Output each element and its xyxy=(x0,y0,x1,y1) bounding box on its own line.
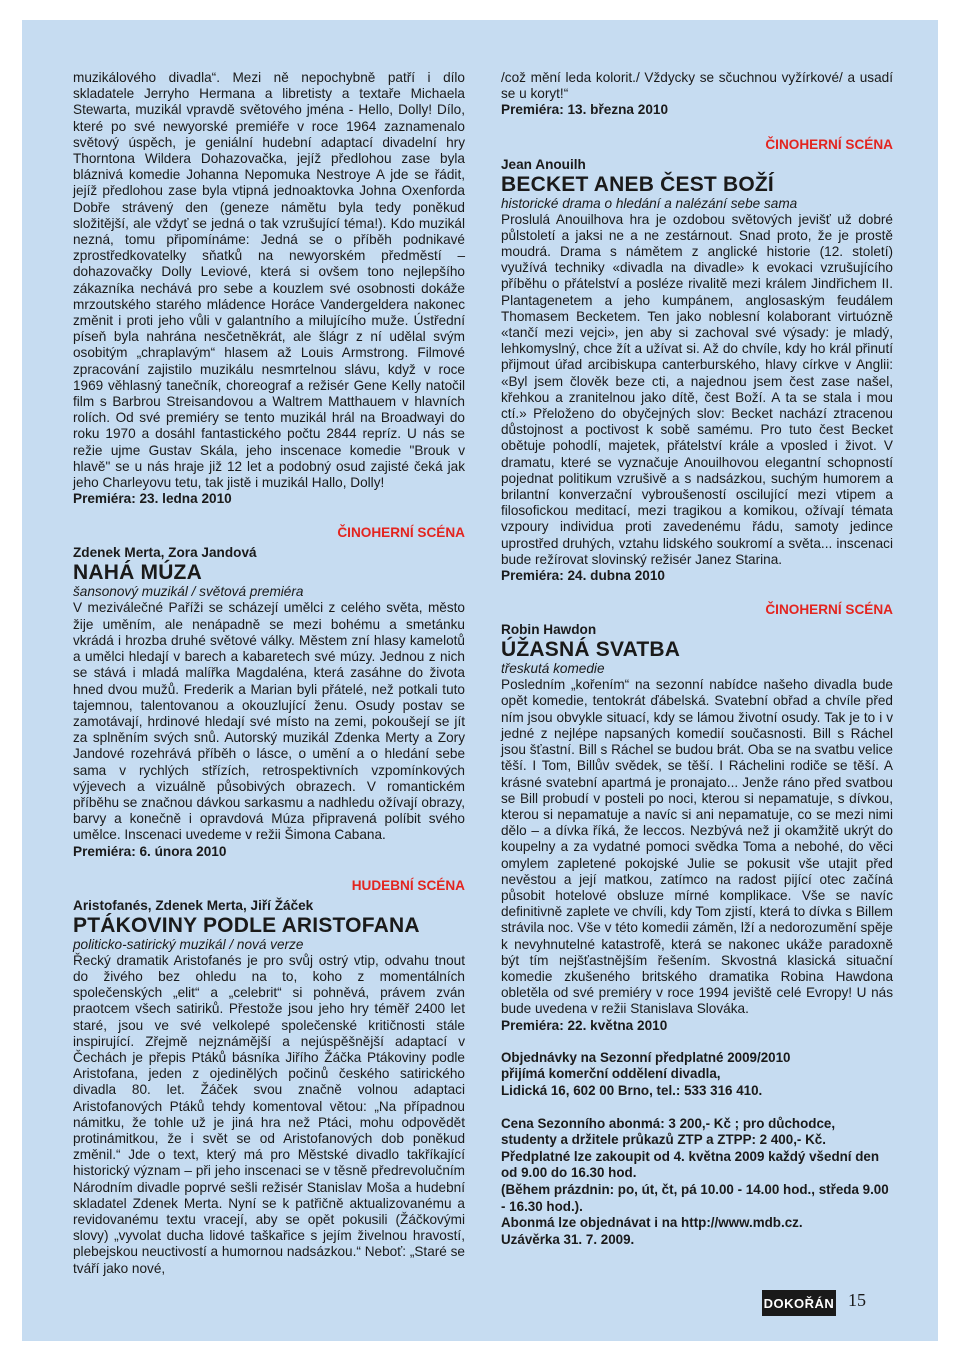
order-info-line: přijímá komerční oddělení divadla, xyxy=(501,1066,721,1082)
show-premiere: Premiéra: 22. května 2010 xyxy=(501,1017,668,1033)
show-description: Proslulá Anouilhova hra je ozdobou světových jevišť už dobré půlstoletí a jaksi ne a ne zestárnout. Snad proto, že je prostě moudrá. Drama s námětem z anglické historie (12. století) využívá techniky «divadla na divadle» k evokaci vzrušujícího příběhu o přátelství a posléze rivalitě mezi králem Jindřichem II. Plantagenetem a jeho kumpánem, anglosaským feudálem Thomasem Becketem. Ten jako noblesní kolaborant virtuózně «tančí mezi vejci», jen aby si zachoval své výsady: je mladý, lehkomyslný, chce žít a užívat si. Až do chvíle, kdy ho král přinutí přijmout úřad arcibiskupa canterburského, hlavy církve v Anglii: «Byl jsem člověk beze cti, a najednou jsem čest zase našel, křehkou a zranitelnou jako dítě, čest Boží. A ta se stala i mou ctí.» Přeloženo do obyčejných slov: Becket nachází ztracenou důstojnost a poctivost k sobě samému. Pro tuto čest Becket obětuje pohodlí, majetek, přátelství krále a vposled i život. V dramatu, které se vyznačuje Anouilhovou elegantní schopností pojednat politikum vzrušivě a s nadsázkou, suchým humorem a brilantní konverzační vybroušeností oscilující mezi vtipem a filosofickou meditací, mezi tragikou a komikou, ožívají témata vzpoury individua proti zavedenému řádu, samoty jedince uprostřed druhých, vztahu lidského soukromí a světa... inscenaci bude režírovat slovinský režisér Janez Starina. xyxy=(501,211,893,567)
left-column xyxy=(73,70,465,1277)
show-premiere: Premiéra: 6. února 2010 xyxy=(73,843,227,859)
section-label-drama: ČINOHERNÍ SCÉNA xyxy=(337,525,465,541)
section-label-drama: ČINOHERNÍ SCÉNA xyxy=(765,602,893,618)
page-background xyxy=(22,20,938,1341)
show-description: Řecký dramatik Aristofanés je pro svůj ostrý vtip, odvahu tnout do živého bez ohledu na to, koho z momentálních společenských „elit“ a „celebrit“ si pohněvá, právem zván praotcem všech satiriků. Přestože jsou jeho hry téměř 2400 let staré, jsou ve své velkolepé společenské kritičnosti stále inspirující. Zřejmě nejznámější a nejúspěšnější adaptací v Čechách je přepis Ptáků básníka Jiřího Žáčka Ptákoviny podle Aristofana, jeden z ojedinělých počinů českého satirického divadla 80. let. Žáček svou značně volnou adaptaci Aristofanových Ptáků tehdy komentoval větou: „Na případnou námitku, že tohle už je jiná hra než Ptáci, mohu odpovědět protinámitkou, že i svět se od Aristofanových dob poněkud změnil.“ Jde o text, který má pro Městské divadlo takříkající historický význam – při jeho inscenaci se v těsně předrevolučním Národním divadle poprvé sešli režisér Stanislav Moša a hudební skladatel Zdenek Merta. Nyní se k patřičně aktualizovanému a revidovanému textu vracejí, aby se opět pokusili (Žáčkovými slovy) „vyvolat ducha lidové taškařice s jejím živelnou hravostí, plebejskou neuctivostí a humornou nadsázkou.“ Neboť: „Staré se tváří jako nové, xyxy=(73,952,465,1276)
right-column xyxy=(501,70,893,1248)
show-subtitle: třeskutá komedie xyxy=(501,661,605,677)
show-title: NAHÁ MÚZA xyxy=(73,561,202,585)
show-authors: Robin Hawdon xyxy=(501,622,597,638)
show-premiere: Premiéra: 13. března 2010 xyxy=(501,102,669,118)
dokoran-logo: DOKOŘÁN xyxy=(762,1290,836,1316)
show-description: V meziválečné Paříži se scházejí umělci z celého světa, město žije uměním, ale nenápadně se mezi bohému a smetánku vkrádá i hrozba druhé světové války. Městem zní hlasy kamelotů a umělci hledají v barech a kabaretech své múzy. Jednou z nich se stává i mladá malířka Magdaléna, která zasáhne do života hned dvou mužů. Frederik a Marian byli přátelé, než potkali tuto tajemnou, talentovanou a okouzlující ženu. Osudy postav se zamotávají, hrdinové hledají své místo na zemi, pokoušejí se jít za splněním svých snů. Autorský muzikál Zdenka Merty a Zory Jandové rozehrává příběh o lásce, o umění a o hledání sebe sama v rychlých střízích, retrospektivních vzpomínkových výjevech a vizuálně působivých obrazech. V romantickém příběhu se značnou dávkou sarkasmu a nadhledu ožívají obrazy, barvy a konečně i opravdová Múza připravená políbit svého umělce. Inscenaci uvedeme v režii Šimona Cabana. xyxy=(73,600,465,843)
show-subtitle: šansonový muzikál / světová premiéra xyxy=(73,584,304,600)
holiday-hours: (Během prázdnin: po, út, čt, pá 10.00 - 14.00 hod., středa 9.00 - 16.30 hod.). xyxy=(501,1181,889,1214)
continued-text: /což mění leda kolorit./ Vždycky se sčuchnou vyžírkové/ a usadí se u koryt!“ xyxy=(501,70,893,102)
section-label-music: HUDEBNÍ SCÉNA xyxy=(351,877,465,893)
show-subtitle: politicko-satirický muzikál / nová verze xyxy=(73,936,304,952)
price-info: Cena Sezonního abonmá: 3 200,- Kč ; pro důchodce, studenty a držitele průkazů ZTP a ZTPP: 2 400,- Kč. xyxy=(501,1115,836,1148)
section-label-drama: ČINOHERNÍ SCÉNA xyxy=(765,136,893,152)
order-info-line: Objednávky na Sezonní předplatné 2009/2010 xyxy=(501,1049,791,1065)
page-number: 15 xyxy=(848,1290,866,1310)
show-authors: Jean Anouilh xyxy=(501,156,586,172)
show-title: BECKET ANEB ČEST BOŽÍ xyxy=(501,172,774,196)
web-order-info: Abonmá lze objednávat i na http://www.mdb.cz. xyxy=(501,1215,803,1231)
sale-date-info: Předplatné lze zakoupit od 4. května 2009 každý všední den od 9.00 do 16.30 hod. xyxy=(501,1148,880,1181)
show-authors: Aristofanés, Zdenek Merta, Jiří Žáček xyxy=(73,897,314,913)
show-description: Posledním „kořením“ na sezonní nabídce našeho divadla bude opět komedie, tentokrát ďábelská. Svatební obřad a chvíle před ním jsou obvykle situací, kdy se lámou životní osudy. Tak je to i v jedné z nejlépe napsaných komedií současnosti. Bill s Ráchel jsou šťastní. Bill s Ráchel se budou brát. Oba se na svatbu velice těší. I Tom, Billův svědek, se těší. I Ráchelini rodiče se těší. A krásné svatební apartmá je pronajato... Jenže ráno před svatbou se Bill probudí v posteli po noci, kterou si nepamatuje, s dívkou, kterou si nepamatuje a navíc si ani nepamatuje, co se mezi nimi dělo – a dívka říká, že leccos. Nezbývá než ji okamžitě ukrýt do koupelny a za vydatné pomoci svědka Toma a nebohé, do věci omylem zapletené pokojské Julie se pokusit vše utajit před nevěstou a její matkou, zatímco na radost pijící otec začíná působit hotelové obsluze mírné komplikace. Vše se navíc definitivně zaplete ve chvíli, kdy Tom zjistí, která to dívka s Billem strávila noc. Vše v této komedii záměn, lží a nedorozumění spěje k nevyhnutelné katastrofě, která se nakonec ukáže paradoxně být tím nejšťastnějším řešením. Skvostná klasická situační komedie zkušeného britského dramatika Robina Hawdona obletěla od své premiéry v roce 1994 jeviště celé Evropy! U nás bude uvedena v režii Stanislava Slováka. xyxy=(501,677,893,1017)
intro-text: muzikálového divadla“. Mezi ně nepochybně patří i dílo skladatele Jerryho Hermana a libretisty a textaře Michaela Stewarta, muzikál vpravdě světového jména - Hello, Dolly! Dílo, které po své newyorské premiéře v roce 1964 zaznamenalo světový úspěch, je geniální hudební adaptací divadelní hry Thorntona Wildera Dohazovačka, jejíž předlohou zase byla bláznivá komedie Johanna Nepomuka Nestroye A jde se řádit, jejíž předlohou zase byla vtipná jednoaktovka Johna Oxenforda Dobře strávený den (geneze námětu byla tedy poněkud složitější, ale vždyť se jedná o tak vzrušující téma!). Kdo muzikál nezná, tomu připomínáme: Jedná se o příběh podnikavé zprostředkovatelky sňatků na newyorském předměstí – dohazovačky Dolly Leviové, která si ovšem tono nejlepšího zákazníka nechává pro sebe a kouzlem své osobnosti dokáže mrzoutského starého mládence Horáce Vandergeldera nakonec změnit i proti jeho vůli v galantního a milujícího muže. Ústřední píseň byla nahrána nesčetněkrát, ale šlágr z ní udělal svým osobitým „chraplavým“ hlasem až Louis Armstrong. Filmové zpracování zajistilo muzikálu nesmrtelnou slávu, když v roce 1969 věhlasný tanečník, choreograf a režisér Gene Kelly natočil film s Barbrou Streisandovou a Waltrem Matthauem v hlavních rolích. Od své premiéry se tento muzikál hrál na Broadwayi do roku 1970 a dosáhl fantastického počtu 2844 repríz. U nás se režie ujme Gustav Skála, jeho inscenace komedie "Brouk v hlavě" se u nás hraje již 12 let a podobný osud zajisté čeká jak jeho Charleyovu tetu, tak jistě i muzikál Hallo, Dolly! xyxy=(73,70,465,491)
order-address: Lidická 16, 602 00 Brno, tel.: 533 316 410. xyxy=(501,1082,763,1098)
show-subtitle: historické drama o hledání a nalézání sebe sama xyxy=(501,195,798,211)
show-premiere: Premiéra: 24. dubna 2010 xyxy=(501,568,665,584)
show-title: ÚŽASNÁ SVATBA xyxy=(501,638,681,662)
show-authors: Zdenek Merta, Zora Jandová xyxy=(73,545,257,561)
show-title: PTÁKOVINY PODLE ARISTOFANA xyxy=(73,913,420,937)
intro-premiere: Premiéra: 23. ledna 2010 xyxy=(73,491,232,507)
deadline-info: Uzávěrka 31. 7. 2009. xyxy=(501,1231,635,1247)
